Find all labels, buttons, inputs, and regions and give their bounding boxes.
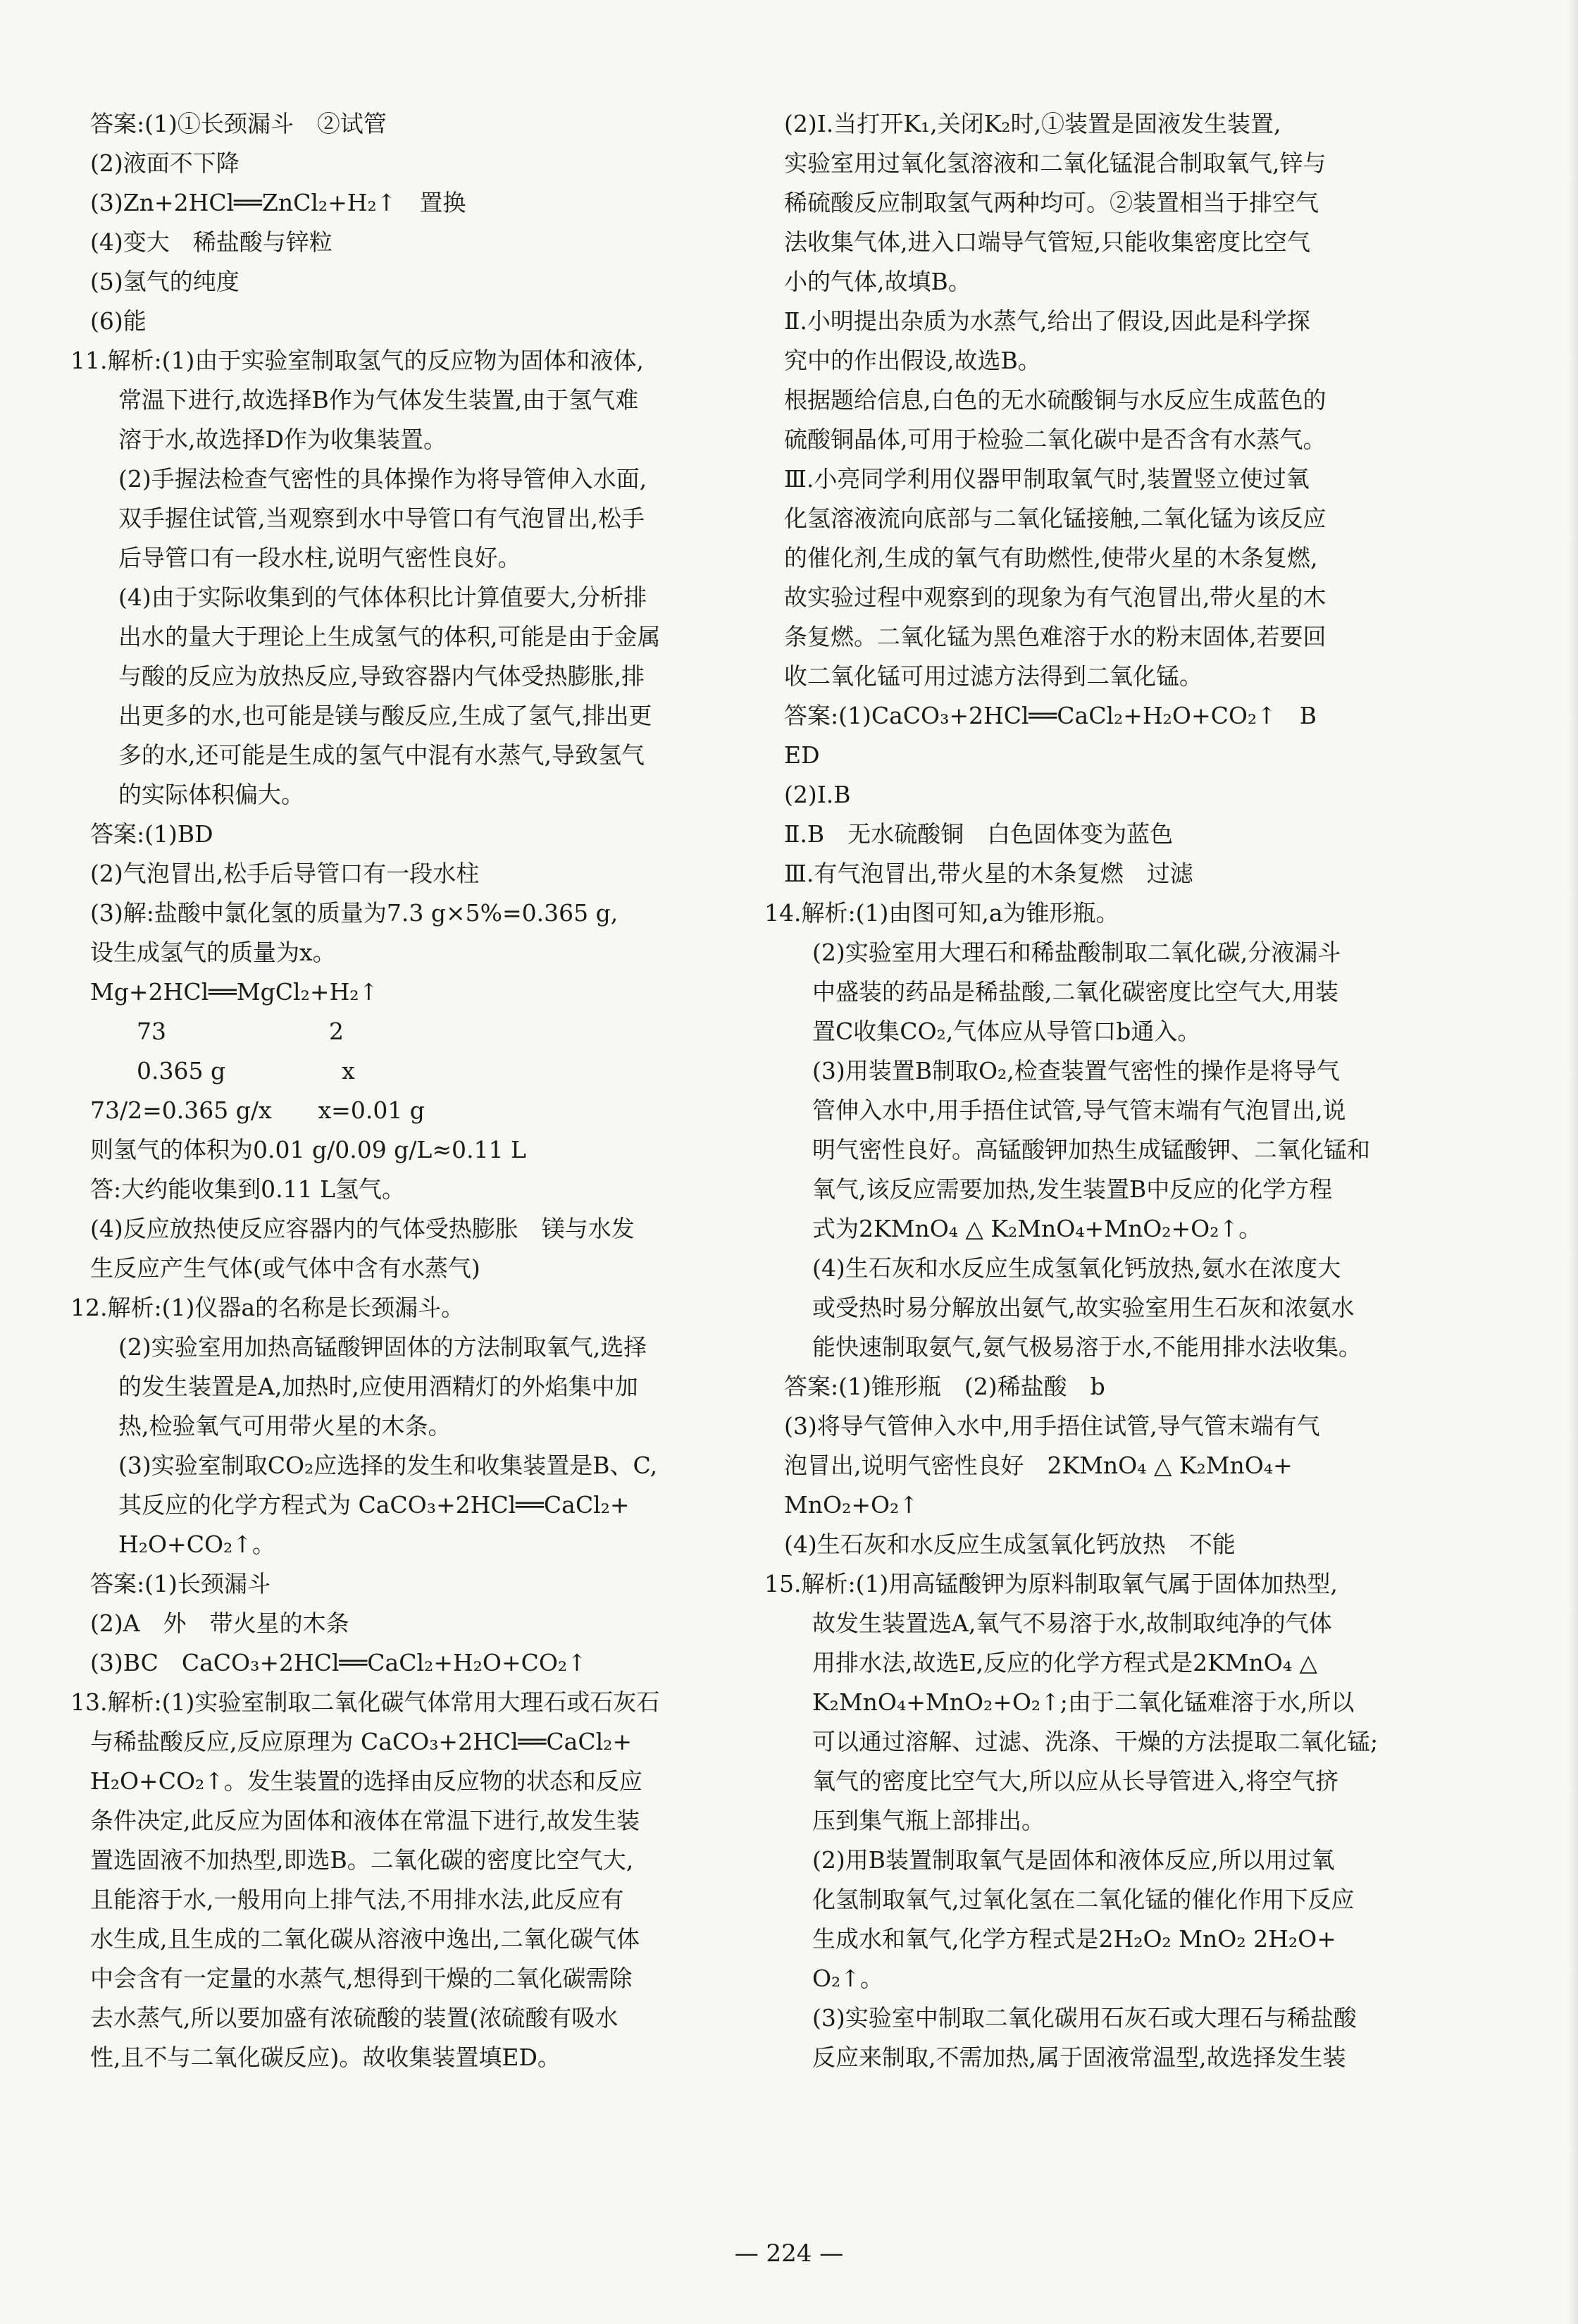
text-line: (6)能 [90,307,147,335]
text-line: H₂O+CO₂↑。 [118,1531,275,1558]
text-line: (2)A 外 带火星的木条 [90,1609,349,1637]
text-line: 多的水,还可能是生成的氢气中混有水蒸气,导致氢气 [118,741,645,769]
text-line: 的实际体积偏大。 [118,781,304,808]
text-line: (5)氢气的纯度 [90,268,240,295]
text-line: (2)手握法检查气密性的具体操作为将导管伸入水面, [118,465,647,493]
text-line: (3)实验室中制取二氧化碳用石灰石或大理石与稀盐酸 [812,2004,1357,2032]
text-line: (2)用B装置制取氧气是固体和液体反应,所以用过氧 [812,1846,1335,1874]
text-line: 后导管口有一段水柱,说明气密性良好。 [118,544,521,571]
text-line: 常温下进行,故选择B作为气体发生装置,由于氢气难 [118,386,639,414]
text-line: 生成水和氧气,化学方程式是2H₂O₂ MnO₂ 2H₂O+ [812,1925,1336,1953]
right-column [764,104,1419,2077]
text-line: (2)Ⅰ.B [784,781,851,808]
text-line: (2)实验室用大理石和稀盐酸制取二氧化碳,分液漏斗 [812,939,1341,966]
text-line: (2)Ⅰ.当打开K₁,关闭K₂时,①装置是固液发生装置, [784,110,1281,137]
text-line: 的催化剂,生成的氧气有助燃性,使带火星的木条复燃, [784,544,1318,571]
text-line: 化氢溶液流向底部与二氧化锰接触,二氧化锰为该反应 [784,505,1327,532]
text-line: (4)反应放热使反应容器内的气体受热膨胀 镁与水发 [90,1215,635,1242]
text-line: 实验室用过氧化氢溶液和二氧化锰混合制取氧气,锌与 [784,149,1327,177]
text-line: 可以通过溶解、过滤、洗涤、干燥的方法提取二氧化锰; [812,1728,1379,1755]
text-line: 置C收集CO₂,气体应从导管口b通入。 [812,1018,1201,1045]
text-line: 化氢制取氧气,过氧化氢在二氧化锰的催化作用下反应 [812,1886,1355,1913]
text-line: 条件决定,此反应为固体和液体在常温下进行,故发生装 [90,1807,640,1834]
text-line: 0.365 g x [90,1057,355,1084]
page-number: — 224 — [734,2239,844,2268]
text-line: 15.解析:(1)用高锰酸钾为原料制取氧气属于固体加热型, [764,1570,1338,1597]
text-line: (4)生石灰和水反应生成氢氧化钙放热 不能 [784,1531,1236,1558]
text-line: 12.解析:(1)仪器a的名称是长颈漏斗。 [70,1294,465,1321]
text-line: 答案:(1)①长颈漏斗 ②试管 [90,110,387,137]
text-line: (3)实验室制取CO₂应选择的发生和收集装置是B、C, [118,1452,658,1479]
text-line: (4)由于实际收集到的气体体积比计算值要大,分析排 [118,583,647,611]
text-line: 出水的量大于理论上生成氢气的体积,可能是由于金属 [118,623,661,650]
text-line: 小的气体,故填B。 [784,268,971,295]
text-line: H₂O+CO₂↑。发生装置的选择由反应物的状态和反应 [90,1767,642,1795]
text-line: 且能溶于水,一般用向上排气法,不用排水法,此反应有 [90,1886,624,1913]
text-line: 与酸的反应为放热反应,导致容器内气体受热膨胀,排 [118,662,645,690]
text-line: 11.解析:(1)由于实验室制取氢气的反应物为固体和液体, [70,347,644,374]
text-line: 硫酸铜晶体,可用于检验二氧化碳中是否含有水蒸气。 [784,426,1327,453]
text-line: Mg+2HCl══MgCl₂+H₂↑ [90,978,379,1006]
text-line: 故发生装置选A,氧气不易溶于水,故制取纯净的气体 [812,1609,1332,1637]
left-column [70,104,726,2077]
text-line: 水生成,且生成的二氧化碳从溶液中逸出,二氧化碳气体 [90,1925,640,1953]
text-line: 中盛装的药品是稀盐酸,二氧化碳密度比空气大,用装 [812,978,1338,1006]
text-line: 其反应的化学方程式为 CaCO₃+2HCl══CaCl₂+ [118,1491,630,1519]
text-line: 稀硫酸反应制取氢气两种均可。②装置相当于排空气 [784,189,1319,216]
text-line: 答案:(1)锥形瓶 (2)稀盐酸 b [784,1373,1105,1400]
text-line: 14.解析:(1)由图可知,a为锥形瓶。 [764,899,1119,927]
text-line: Ⅱ.小明提出杂质为水蒸气,给出了假设,因此是科学探 [784,307,1310,335]
text-line: 73/2=0.365 g/x x=0.01 g [90,1096,425,1124]
text-line: 收二氧化锰可用过滤方法得到二氧化锰。 [784,662,1203,690]
text-line: 置选固液不加热型,即选B。二氧化碳的密度比空气大, [90,1846,634,1874]
text-line: (3)Zn+2HCl══ZnCl₂+H₂↑ 置换 [90,189,466,216]
text-line: 答:大约能收集到0.11 L氢气。 [90,1175,405,1203]
text-line: 压到集气瓶上部排出。 [812,1807,1045,1834]
scan-edge [1568,0,1578,2324]
text-line: Ⅱ.B 无水硫酸铜 白色固体变为蓝色 [784,820,1174,848]
text-line: (2)液面不下降 [90,149,240,177]
text-line: 答案:(1)BD [90,820,213,848]
text-line: MnO₂+O₂↑ [784,1491,919,1519]
text-line: (3)用装置B制取O₂,检查装置气密性的操作是将导气 [812,1057,1340,1084]
text-line: 究中的作出假设,故选B。 [784,347,1041,374]
text-line: 根据题给信息,白色的无水硫酸铜与水反应生成蓝色的 [784,386,1327,414]
text-line: 氧气的密度比空气大,所以应从长导管进入,将空气挤 [812,1767,1338,1795]
text-line: 的发生装置是A,加热时,应使用酒精灯的外焰集中加 [118,1373,638,1400]
text-line: ED [784,741,820,769]
text-line: 溶于水,故选择D作为收集装置。 [118,426,447,453]
text-line: 13.解析:(1)实验室制取二氧化碳气体常用大理石或石灰石 [70,1688,660,1716]
text-line: (4)变大 稀盐酸与锌粒 [90,228,333,256]
text-line: 热,检验氧气可用带火星的木条。 [118,1412,452,1440]
text-line: 设生成氢气的质量为x。 [90,939,336,966]
text-line: (4)生石灰和水反应生成氢氧化钙放热,氨水在浓度大 [812,1254,1341,1282]
text-line: 答案:(1)长颈漏斗 [90,1570,271,1597]
text-line: 管伸入水中,用手捂住试管,导气管末端有气泡冒出,说 [812,1096,1346,1124]
text-line: 性,且不与二氧化碳反应)。故收集装置填ED。 [90,2044,561,2071]
text-line: (2)气泡冒出,松手后导管口有一段水柱 [90,860,480,887]
text-line: 答案:(1)CaCO₃+2HCl══CaCl₂+H₂O+CO₂↑ B [784,702,1317,729]
text-line: (3)将导气管伸入水中,用手捂住试管,导气管末端有气 [784,1412,1320,1440]
text-line: Ⅲ.小亮同学利用仪器甲制取氧气时,装置竖立使过氧 [784,465,1310,493]
text-line: 反应来制取,不需加热,属于固液常温型,故选择发生装 [812,2044,1346,2071]
text-line: 条复燃。二氧化锰为黑色难溶于水的粉末固体,若要回 [784,623,1327,650]
text-line: 则氢气的体积为0.01 g/0.09 g/L≈0.11 L [90,1136,526,1163]
text-line: Ⅲ.有气泡冒出,带火星的木条复燃 过滤 [784,860,1193,887]
text-line: 能快速制取氨气,氨气极易溶于水,不能用排水法收集。 [812,1333,1362,1361]
text-line: 故实验过程中观察到的现象为有气泡冒出,带火星的木 [784,583,1327,611]
text-line: 法收集气体,进入口端导气管短,只能收集密度比空气 [784,228,1310,256]
text-line: 去水蒸气,所以要加盛有浓硫酸的装置(浓硫酸有吸水 [90,2004,619,2032]
text-line: 73 2 [90,1018,344,1045]
text-line: 式为2KMnO₄ △ K₂MnO₄+MnO₂+O₂↑。 [812,1215,1262,1242]
text-line: 双手握住试管,当观察到水中导管口有气泡冒出,松手 [118,505,645,532]
text-line: 明气密性良好。高锰酸钾加热生成锰酸钾、二氧化锰和 [812,1136,1370,1163]
text-line: (3)BC CaCO₃+2HCl══CaCl₂+H₂O+CO₂↑ [90,1649,587,1676]
text-line: (2)实验室用加热高锰酸钾固体的方法制取氧气,选择 [118,1333,647,1361]
text-line: (3)解:盐酸中氯化氢的质量为7.3 g×5%=0.365 g, [90,899,619,927]
text-line: 用排水法,故选E,反应的化学方程式是2KMnO₄ △ [812,1649,1317,1676]
text-line: 与稀盐酸反应,反应原理为 CaCO₃+2HCl══CaCl₂+ [90,1728,633,1755]
text-line: K₂MnO₄+MnO₂+O₂↑;由于二氧化锰难溶于水,所以 [812,1688,1355,1716]
text-line: 中会含有一定量的水蒸气,想得到干燥的二氧化碳需除 [90,1965,633,1992]
text-line: O₂↑。 [812,1965,883,1992]
text-line: 氧气,该反应需要加热,发生装置B中反应的化学方程 [812,1175,1333,1203]
text-line: 出更多的水,也可能是镁与酸反应,生成了氢气,排出更 [118,702,652,729]
text-line: 或受热时易分解放出氨气,故实验室用生石灰和浓氨水 [812,1294,1355,1321]
text-line: 泡冒出,说明气密性良好 2KMnO₄ △ K₂MnO₄+ [784,1452,1293,1479]
text-line: 生反应产生气体(或气体中含有水蒸气) [90,1254,480,1282]
